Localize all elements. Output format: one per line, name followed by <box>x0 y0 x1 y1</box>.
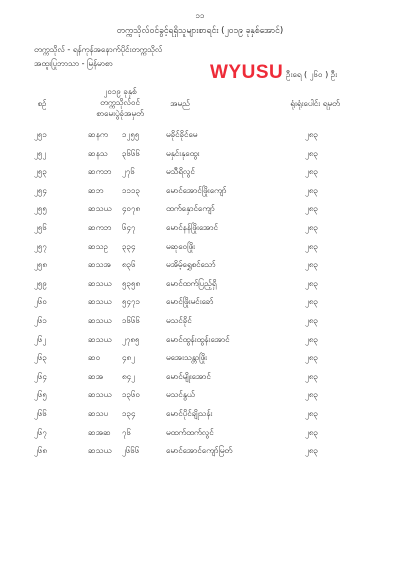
name-cell: မောင်ဖြိုးမင်းခော် <box>166 297 214 307</box>
name-cell: မနှင်းနုထွေး <box>166 148 200 158</box>
name-cell: မထက်ထက်လွင် <box>166 427 214 437</box>
roll-number-cell: ၅၄၇၁ <box>122 297 140 307</box>
table-row <box>0 130 400 148</box>
score-cell: ၂၈၃ <box>305 130 318 139</box>
score-cell: ၂၈၃ <box>305 185 318 195</box>
document-title: တက္ကသိုလ်ဝင်ခွင့်ရရှိသူများစာရင်း (၂၀၁၉ ခုနှစ်အောင်) <box>116 26 284 36</box>
name-cell: မသင်နွယ် <box>166 390 195 400</box>
roll-number-cell: ၃၃၄ <box>122 241 136 251</box>
score-cell: ၂၈၃ <box>305 148 318 158</box>
score-cell: ၂၈၃ <box>305 446 318 456</box>
table-header <box>0 86 400 120</box>
roll-prefix-cell: ဆအဆ <box>88 427 111 437</box>
roll-prefix-cell: ဆသပ <box>88 409 109 418</box>
score-cell: ၂၈၃ <box>305 278 318 288</box>
serial-cell: ၂၅၉ <box>34 278 47 288</box>
roll-prefix-cell: ဆသယ <box>88 278 112 288</box>
score-cell: ၂၈၃ <box>305 297 318 307</box>
serial-cell: ၂၆၁ <box>34 316 47 325</box>
header-roll-line1: ၂၀၁၉ ခုနှစ် <box>103 87 137 96</box>
table-row <box>0 372 400 390</box>
serial-cell: ၂၅၇ <box>34 241 47 251</box>
name-cell: မခိုင်ခိုင်မေ <box>166 130 198 139</box>
page-number: ၁၁ <box>195 11 205 20</box>
table-row <box>0 335 400 353</box>
roll-number-cell: ၃၆၆၆ <box>122 148 140 158</box>
roll-prefix-cell: ဆသယ <box>88 446 112 456</box>
serial-cell: ၂၅၈ <box>34 260 47 270</box>
table-row <box>0 297 400 315</box>
score-cell: ၂၈၃ <box>305 427 318 437</box>
name-cell: မောင်ထက်ပြည့်ရှိ <box>166 278 217 288</box>
header-serial: စဉ် <box>37 99 47 108</box>
table-row <box>0 149 400 167</box>
name-cell: မောင်အောင်ဖြိုးကျော် <box>166 185 227 195</box>
table-row <box>0 316 400 334</box>
score-cell: ၂၈၃ <box>305 353 318 363</box>
roll-number-cell: ၂၆၆၆ <box>122 446 140 456</box>
name-cell: မောင်ပိုင်ချိုသန်း <box>166 409 213 418</box>
serial-cell: ၂၆၄ <box>34 371 47 381</box>
serial-cell: ၂၆၃ <box>34 353 47 363</box>
score-cell: ၂၈၃ <box>305 334 318 344</box>
subject-line: အထူးပြုဘာသာ - မြန်မာစာ <box>34 59 113 68</box>
score-cell: ၂၈၃ <box>305 260 318 270</box>
serial-cell: ၂၅၂ <box>34 148 47 158</box>
score-cell: ၂၈၃ <box>305 371 318 381</box>
roll-prefix-cell: ဆသယ <box>88 334 112 344</box>
table-row <box>0 186 400 204</box>
roll-number-cell: ၅၃၅၈ <box>122 278 141 288</box>
name-cell: မသင်ခိုင် <box>166 316 192 325</box>
roll-prefix-cell: ဆကဘ <box>88 167 112 177</box>
serial-cell: ၂၅၁ <box>34 130 47 139</box>
roll-number-cell: ၁၂၅၅ <box>122 130 140 139</box>
roll-number-cell: ၂၇၆ <box>122 167 135 177</box>
serial-cell: ၂၆၆ <box>34 409 47 418</box>
total-count: ဦးရေ ( ၂၆၀ ) ဦး <box>286 70 338 79</box>
name-cell: ထက်နှောင်ကျော် <box>166 204 215 214</box>
roll-prefix-cell: ဆသယ <box>88 390 112 400</box>
table-row <box>0 353 400 371</box>
score-cell: ၂၈၃ <box>305 167 318 177</box>
name-cell: မောင်မျိုးအောင် <box>166 371 211 381</box>
header-roll-number <box>85 86 155 119</box>
roll-prefix-cell: ဆသယ <box>88 316 112 325</box>
name-cell: မဆုဝေဖြိုး <box>166 241 196 251</box>
header-roll-line2: တက္ကသိုလ်ဝင် <box>100 98 140 107</box>
table-row <box>0 167 400 185</box>
table-row <box>0 390 400 408</box>
roll-prefix-cell: ဆနသ <box>88 148 108 158</box>
name-cell: မအိမ့်ရွှေစင်သော် <box>166 260 216 270</box>
table-row <box>0 428 400 446</box>
roll-prefix-cell: ဆသယ <box>88 204 112 214</box>
roll-number-cell: ၁၁၁၃ <box>122 185 140 195</box>
name-cell: မောင်ထွန်းထွန်းအောင် <box>166 334 230 344</box>
header-remark: ရုံးရုံးပေါင်း ရမှတ် <box>290 99 340 108</box>
name-cell: မောင်အောင်ကျော်မြတ် <box>166 446 233 456</box>
serial-cell: ၂၆၈ <box>34 446 47 456</box>
header-name: အမည် <box>170 99 190 108</box>
roll-prefix-cell: ဆကဘ <box>88 223 112 232</box>
table-row <box>0 446 400 464</box>
roll-prefix-cell: ဆသအ <box>88 260 111 270</box>
score-cell: ၂၈၃ <box>305 316 318 325</box>
watermark-logo: WYUSU <box>210 62 284 83</box>
name-cell: မသီရိလွင် <box>166 167 195 177</box>
roll-number-cell: ၈၃၆ <box>122 260 136 270</box>
roll-number-cell: ၇၆ <box>122 427 131 437</box>
table-row <box>0 260 400 278</box>
roll-number-cell: ၂၇၈၅ <box>122 334 140 344</box>
header-roll-line3: စာမေးပွဲခုံအမှတ် <box>96 109 144 118</box>
serial-cell: ၂၆၅ <box>34 390 47 400</box>
roll-number-cell: ၁၆၆၆ <box>122 316 140 325</box>
table-row <box>0 279 400 297</box>
table-row <box>0 204 400 222</box>
score-cell: ၂၈၃ <box>305 390 318 400</box>
roll-number-cell: ၁၃၄ <box>122 409 136 418</box>
roll-prefix-cell: ဆအ <box>88 371 104 381</box>
serial-cell: ၂၅၄ <box>34 185 47 195</box>
roll-number-cell: ၆၄၇ <box>122 223 136 232</box>
score-cell: ၂၈၃ <box>305 241 318 251</box>
university-line: တက္ကသိုလ် - ရန်ကုန်အနောက်ပိုင်းတက္ကသိုလ် <box>34 45 163 54</box>
roll-prefix-cell: ဆသဥ <box>88 241 108 251</box>
score-cell: ၂၈၃ <box>305 204 318 214</box>
roll-prefix-cell: ဆနက <box>88 130 108 139</box>
roll-prefix-cell: ဆဘ <box>88 185 104 195</box>
name-cell: မအေးသန္တာဖြိုး <box>166 353 208 363</box>
roll-number-cell: ၁၃၆၀ <box>122 390 140 400</box>
name-cell: မောင်နန်ဖြိုးအောင် <box>166 223 218 232</box>
table-row <box>0 242 400 260</box>
score-cell: ၂၈၃ <box>305 223 318 232</box>
score-cell: ၂၈၃ <box>305 409 318 418</box>
serial-cell: ၂၅၆ <box>34 223 47 232</box>
serial-cell: ၂၅၃ <box>34 167 47 177</box>
table-row <box>0 409 400 427</box>
table-row <box>0 223 400 241</box>
serial-cell: ၂၆၂ <box>34 334 47 344</box>
roll-number-cell: ၄၀၇၈ <box>122 204 141 214</box>
roll-prefix-cell: ဆသယ <box>88 297 112 307</box>
serial-cell: ၂၆၀ <box>34 297 47 307</box>
serial-cell: ၂၆၇ <box>34 427 47 437</box>
roll-number-cell: ၈၄၂ <box>122 371 135 381</box>
roll-number-cell: ၄၈၂ <box>122 353 135 363</box>
roll-prefix-cell: ဆဝ <box>88 353 101 363</box>
serial-cell: ၂၅၅ <box>34 204 47 214</box>
